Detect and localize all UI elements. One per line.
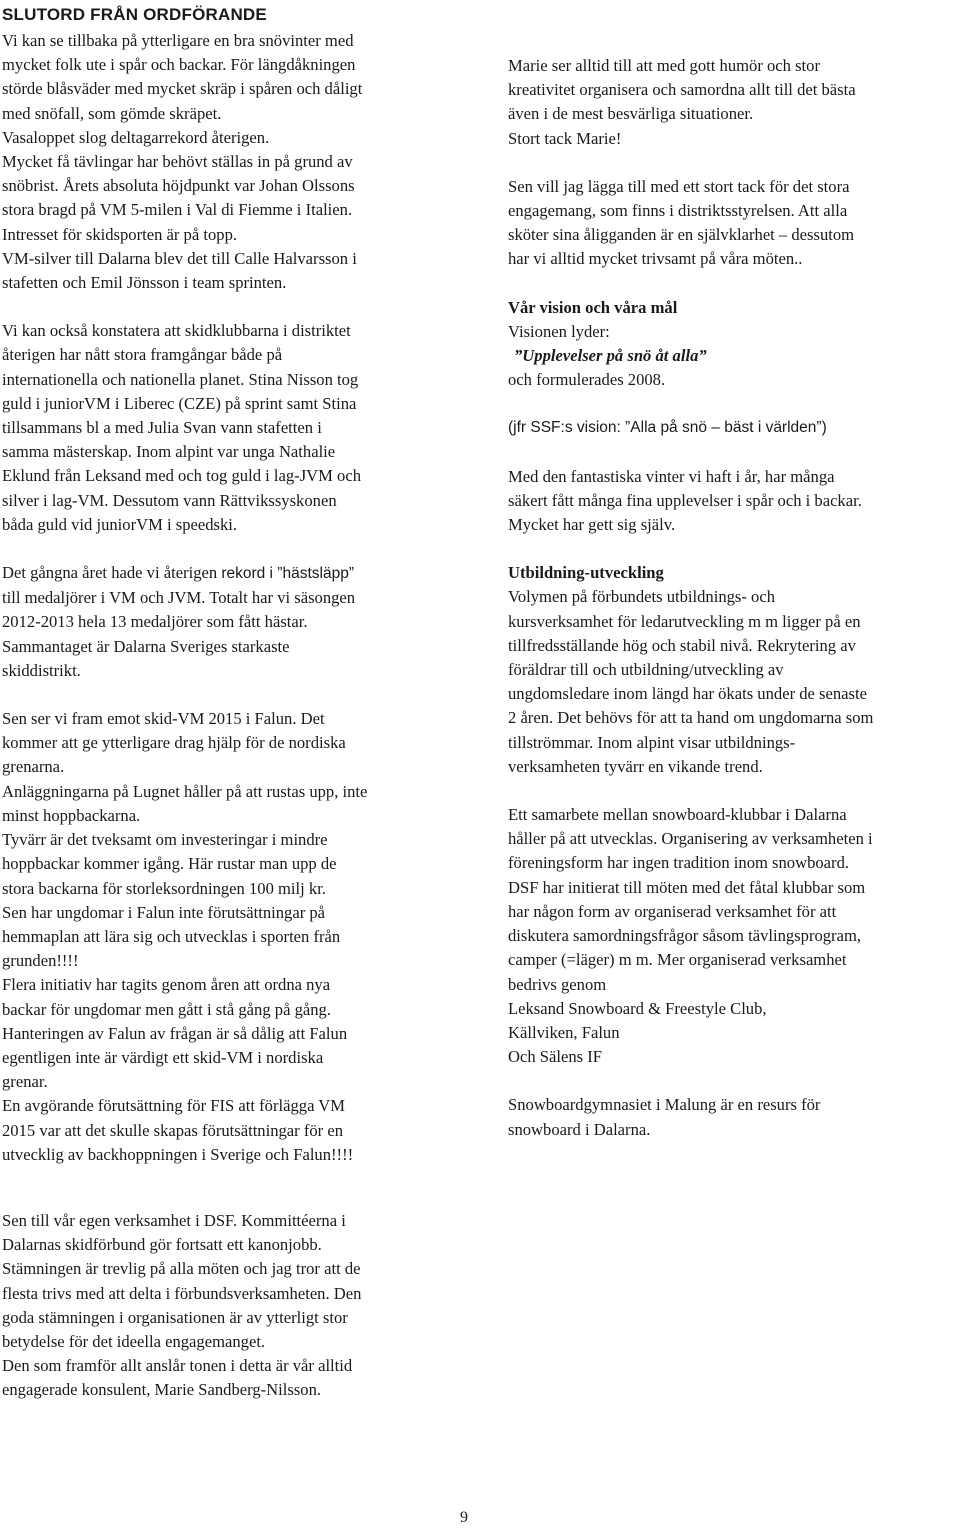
- text-line: stafetten och Emil Jönsson i team sprinten.: [2, 273, 287, 293]
- text-line: samma mästerskap. Inom alpint var unga Nathalie: [2, 442, 336, 462]
- page-title: SLUTORD FRÅN ORDFÖRANDE: [2, 5, 267, 24]
- text-line: Stort tack Marie!: [508, 128, 622, 148]
- text-line: diskutera samordningsfrågor såsom tävlingsprogram,: [508, 926, 862, 946]
- text-line: Vi kan se tillbaka på ytterligare en bra snövinter med: [2, 31, 354, 50]
- text-line: hoppbackar kommer igång. Här rustar man upp de: [2, 854, 337, 874]
- text-line: egentligen inte är värdigt ett skid-VM i nordiska: [2, 1047, 324, 1067]
- text-line: backar för ungdomar men gått i stå gång på gång.: [2, 999, 331, 1019]
- text-line: grenarna.: [2, 757, 65, 777]
- text-line: Dalarnas skidförbund gör fortsatt ett kanonjobb.: [2, 1235, 322, 1255]
- text-line: Tyvärr är det tveksamt om investeringar i mindre: [2, 830, 328, 850]
- ssf-vision: (jfr SSF:s vision: ”Alla på snö – bäst i världen”): [508, 419, 827, 437]
- text-line: internationella och nationella planet. Stina Nisson tog: [2, 369, 359, 389]
- text-line: Snowboardgymnasiet i Malung är en resurs för: [508, 1095, 821, 1115]
- text-line: Stämningen är trevlig på alla möten och jag tror att de: [2, 1259, 361, 1279]
- text-line: har vi alltid mycket trivsamt på våra möten..: [508, 249, 803, 269]
- text-line: snöbrist. Årets absoluta höjdpunkt var Johan Olssons: [2, 176, 355, 196]
- text-line: Vi kan också konstatera att skidklubbarna i distriktet: [2, 321, 351, 341]
- text-line: 2012-2013 hela 13 medaljörer som fått hästar.: [2, 612, 308, 632]
- text-line: bedrivs genom: [508, 974, 607, 994]
- page-number: 9: [460, 1509, 468, 1526]
- text-line: engagemang, som finns i distriktsstyrelsen. Att alla: [508, 201, 848, 221]
- right-column: [508, 54, 960, 1142]
- text-line: säkert fått många fina upplevelser i spår och i backar.: [508, 490, 862, 510]
- text-line: Anläggningarna på Lugnet håller på att rustas upp, inte: [2, 781, 368, 801]
- text-line: Vasaloppet slog deltagarrekord återigen.: [2, 127, 270, 147]
- text-line: DSF har initierat till möten med det fåtal klubbar som: [508, 877, 866, 897]
- vision-year: och formulerades 2008.: [508, 370, 666, 390]
- paragraph-education: [508, 585, 960, 779]
- text-line: En avgörande förutsättning för FIS att förlägga VM: [2, 1096, 346, 1116]
- text-line: Mycket har gett sig själv.: [508, 515, 676, 535]
- text-line: tillströmmar. Inom alpint visar utbildnings-: [508, 732, 796, 752]
- text-line: grenar.: [2, 1072, 48, 1092]
- text-line: verksamheten tyvärr en vikande trend.: [508, 756, 763, 776]
- vision-quote: ”Upplevelser på snö åt alla”: [514, 346, 707, 366]
- vision-heading: Vår vision och våra mål: [508, 297, 678, 317]
- medalists-intro: Det gångna året hade vi återigen: [2, 563, 222, 583]
- text-line: hemmaplan att lära sig och utvecklas i sporten från: [2, 926, 341, 946]
- text-line: stora bragd på VM 5-milen i Val di Fiemme i Italien.: [2, 200, 353, 220]
- text-line: ungdomsledare inom längd har ökats under de senaste: [508, 684, 867, 704]
- text-line: 2 åren. Det behövs för att ta hand om ungdomarna som: [508, 708, 874, 728]
- vision-intro: Visionen lyder:: [508, 321, 610, 341]
- text-line: camper (=läger) m m. Mer organiserad verksamhet: [508, 950, 847, 970]
- text-line: sköter sina åligganden är en självklarhet – dessutom: [508, 225, 855, 245]
- text-line: Med den fantastiska vinter vi haft i år, har många: [508, 466, 835, 486]
- paragraph-winter: [508, 465, 960, 538]
- paragraph-snowboard-gymnasium: [508, 1093, 960, 1141]
- text-line: Sen vill jag lägga till med ett stort tack för det stora: [508, 176, 850, 196]
- text-line: utvecklig av backhoppningen i Sverige och Falun!!!!: [2, 1144, 354, 1164]
- text-line: grunden!!!!: [2, 951, 79, 971]
- text-line: föreningsform har ingen tradition inom snowboard.: [508, 853, 850, 873]
- text-line: kommer att ge ytterligare drag hjälp för de nordiska: [2, 733, 346, 753]
- text-line: goda stämningen i organisationen är av ytterligt stor: [2, 1307, 348, 1327]
- text-line: håller på att utvecklas. Organisering av verksamheten i: [508, 829, 873, 849]
- text-line: tillsammans bl a med Julia Svan vann stafetten i: [2, 418, 322, 438]
- medalists-record: rekord i ”hästsläpp”: [221, 565, 354, 583]
- text-line: Ett samarbete mellan snowboard-klubbar i Dalarna: [508, 805, 847, 825]
- paragraph-season-summary: [2, 29, 457, 295]
- paragraph-thanks-board: [508, 175, 960, 272]
- text-line: Sen har ungdomar i Falun inte förutsättningar på: [2, 902, 326, 922]
- text-line: silver i lag-VM. Dessutom vann Rättvikssyskonen: [2, 490, 337, 510]
- paragraph-thanks-marie: [508, 54, 960, 151]
- text-line: Leksand Snowboard & Freestyle Club,: [508, 998, 767, 1018]
- paragraph-dsf-activities: [2, 1209, 457, 1403]
- text-line: tillfredsställande hög och stabil nivå. Rekrytering av: [508, 635, 856, 655]
- text-line: återigen har nått stora framgångar både på: [2, 345, 283, 365]
- text-line: flesta trivs med att delta i förbundsverksamheten. Den: [2, 1283, 362, 1303]
- text-line: Och Sälens IF: [508, 1047, 603, 1067]
- text-line: engagerade konsulent, Marie Sandberg-Nilsson.: [2, 1380, 322, 1400]
- bottom-block: [2, 1209, 457, 1403]
- text-line: föräldrar till och utbildning/utveckling av: [508, 660, 784, 680]
- text-line: Källviken, Falun: [508, 1022, 620, 1042]
- text-line: har någon form av organiserad verksamhet för att: [508, 901, 837, 921]
- paragraph-medalists: [2, 561, 457, 683]
- text-line: störde blåsväder med mycket skräp i spåren och dåligt: [2, 79, 363, 99]
- text-line: Eklund från Leksand med och tog guld i lag-JVM och: [2, 466, 361, 486]
- education-heading: Utbildning-utveckling: [508, 563, 664, 583]
- text-line: Marie ser alltid till att med gott humör och stor: [508, 56, 820, 75]
- text-line: båda guld vid juniorVM i speedski.: [2, 514, 238, 534]
- text-line: även i de mest besvärliga situationer.: [508, 104, 754, 124]
- text-line: stora backarna för storleksordningen 100 milj kr.: [2, 878, 326, 898]
- text-line: Intresset för skidsporten är på topp.: [2, 224, 238, 244]
- text-line: med snöfall, som gömde skräpet.: [2, 103, 222, 123]
- text-line: Mycket få tävlingar har behövt ställas in på grund av: [2, 152, 353, 172]
- text-line: Volymen på förbundets utbildnings- och: [508, 587, 776, 607]
- text-line: Den som framför allt anslår tonen i detta är vår alltid: [2, 1356, 353, 1376]
- text-line: Sammantaget är Dalarna Sveriges starkaste: [2, 636, 290, 656]
- text-line: kursverksamhet för ledarutveckling m m ligger på en: [508, 611, 861, 631]
- text-line: VM-silver till Dalarna blev det till Calle Halvarsson i: [2, 248, 357, 268]
- text-line: Flera initiativ har tagits genom åren att ordna nya: [2, 975, 331, 995]
- text-line: mycket folk ute i spår och backar. För längdåkningen: [2, 55, 356, 75]
- paragraph-ski-vm-2015: [2, 707, 457, 1167]
- text-line: Hanteringen av Falun av frågan är så dålig att Falun: [2, 1023, 348, 1043]
- text-line: Sen till vår egen verksamhet i DSF. Kommittéerna i: [2, 1211, 346, 1230]
- left-column: [2, 29, 457, 1167]
- text-line: 2015 var att det skulle skapas förutsättningar för en: [2, 1120, 343, 1140]
- text-line: snowboard i Dalarna.: [508, 1119, 651, 1139]
- paragraph-snowboard: [508, 803, 960, 1069]
- text-line: guld i juniorVM i Liberec (CZE) på sprint samt Stina: [2, 393, 357, 413]
- text-line: kreativitet organisera och samordna allt till det bästa: [508, 80, 856, 100]
- text-line: till medaljörer i VM och JVM. Totalt har vi säsongen: [2, 588, 356, 608]
- text-line: betydelse för det ideella engagemanget.: [2, 1332, 266, 1352]
- text-line: Sen ser vi fram emot skid-VM 2015 i Falun. Det: [2, 709, 325, 729]
- text-line: minst hoppbackarna.: [2, 805, 141, 825]
- paragraph-club-successes: [2, 319, 457, 537]
- text-line: skiddistrikt.: [2, 660, 81, 680]
